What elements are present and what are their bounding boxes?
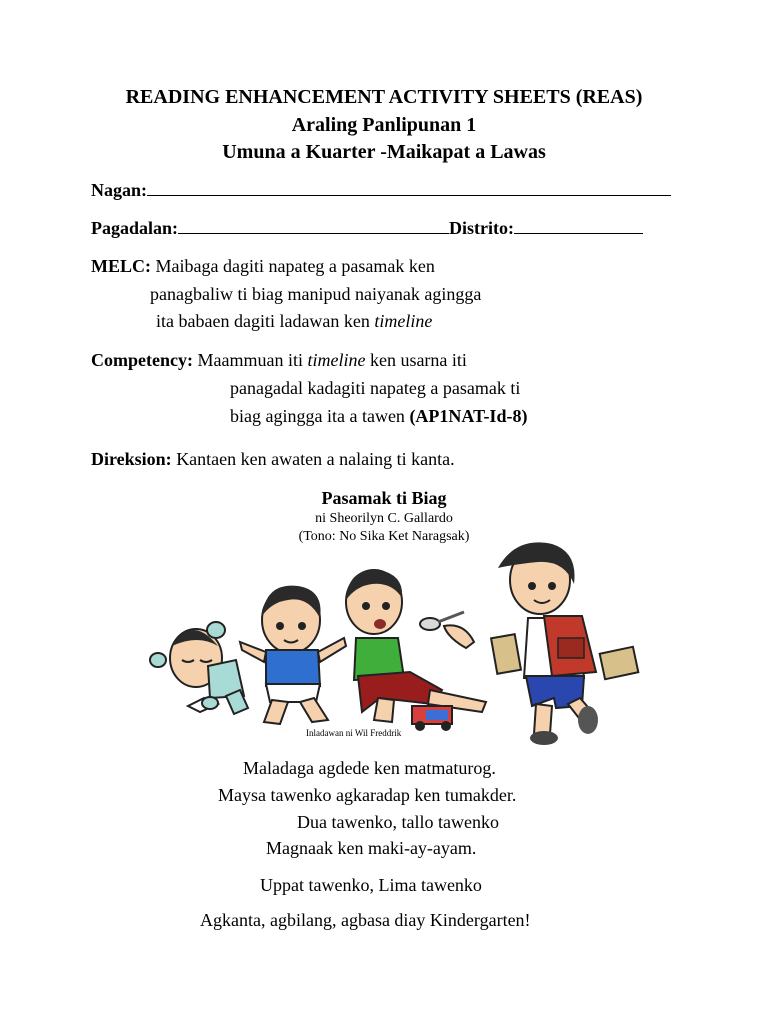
illustration-credit: Inladawan ni Wil Freddrik [306,728,402,738]
competency-timeline: timeline [307,350,366,370]
school-label: Pagadalan: [91,218,179,238]
direksion-text: Kantaen ken awaten a nalaing ti kanta. [171,449,455,469]
lyric-line-4: Magnaak ken maki-ay-ayam. [266,838,477,858]
melc-text-3: ita babaen dagiti ladawan ken [156,311,375,331]
melc-line-3 [156,311,432,332]
melc-label: MELC: [91,256,151,276]
melc-text-2: panagbaliw ti biag manipud naiyanak agingga [150,284,482,304]
lyric-line-6: Agkanta, agbilang, agbasa diay Kindergarten! [200,910,531,930]
competency-text-3: biag agingga ita a tawen [230,406,410,426]
student-figure [491,542,638,745]
subject-title: Araling Panlipunan 1 [291,114,477,136]
competency-code: (AP1NAT-Id-8) [409,406,528,426]
competency-line-1 [91,350,467,371]
competency-text-2: panagadal kadagiti napateg a pasamak ti [230,378,521,398]
melc-timeline: timeline [374,311,433,331]
school-field[interactable] [91,218,643,239]
name-field[interactable] [91,180,671,201]
competency-text-1a: Maammuan iti [197,350,308,370]
competency-line-3 [230,406,527,427]
quarter-title: Umuna a Kuarter -Maikapat a Lawas [222,141,546,163]
melc-text-1: Maibaga dagiti napateg a pasamak ken [155,256,435,276]
direksion-line [91,449,455,470]
lyric-line-2: Maysa tawenko agkaradap ken tumakder. [218,785,517,805]
lyric-line-5: Uppat tawenko, Lima tawenko [260,875,482,895]
competency-label: Competency: [91,350,193,370]
direksion-label: Direksion: [91,449,172,469]
toddler-figure [240,586,346,724]
name-blank[interactable] [147,181,671,196]
song-tune: (Tono: No Sika Ket Naragsak) [298,529,470,544]
school-blank[interactable] [178,219,449,234]
child-eating-figure [346,570,486,731]
baby-figure [150,622,248,714]
name-label: Nagan: [91,180,148,200]
competency-text-1b: ken usarna iti [365,350,467,370]
sheet-title: READING ENHANCEMENT ACTIVITY SHEETS (REAS) [125,86,643,108]
lyric-line-1: Maladaga agdede ken matmaturog. [243,758,496,778]
district-label: Distrito: [449,218,514,238]
song-title: Pasamak ti Biag [321,488,447,508]
melc-line-1 [91,256,435,277]
district-blank[interactable] [514,219,643,234]
children-illustration [148,538,648,748]
lyric-line-3: Dua tawenko, tallo tawenko [297,812,499,832]
song-author: ni Sheorilyn C. Gallardo [315,511,453,526]
